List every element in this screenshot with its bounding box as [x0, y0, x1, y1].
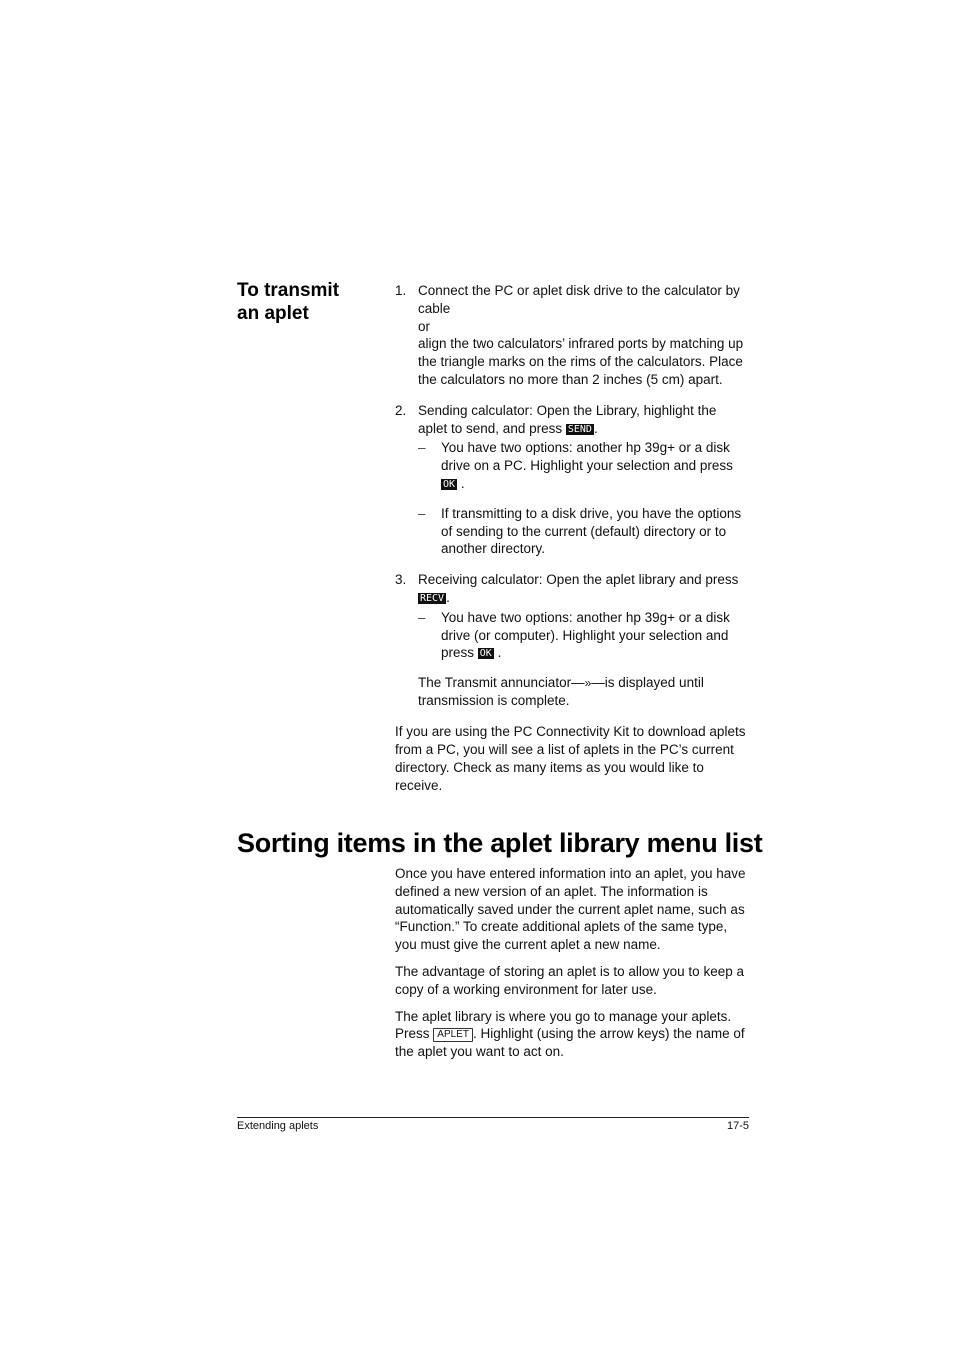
sidebar-heading [237, 279, 377, 325]
step-1 [395, 282, 747, 389]
bullet-text: If transmitting to a disk drive, you have the options of sending to the current (default) directory or to another directory. [441, 505, 742, 557]
ok-softkey-icon: OK [443, 478, 456, 490]
step-text: Receiving calculator: Open the aplet library and press [418, 572, 739, 588]
send-softkey-icon: SEND [567, 423, 592, 435]
bullet-text: You have two options: another hp 39g+ or a disk drive (or computer). Highlight your selection and press [441, 609, 730, 661]
list-item [418, 505, 747, 558]
dash-marker: – [418, 609, 426, 625]
step-2: 2. Sending calculator: Open the Library, highlight the aplet to send, and press SEND . – You have two options: another hp 39g+ or a disk drive on a PC. Highlight your selection and press OK . – If transmitting to a disk drive, you have the options of sending to the current (default) directory or to another directory. [395, 402, 747, 558]
transmit-annunciator-icon: » [584, 675, 592, 690]
recv-softkey-icon: RECV [420, 592, 445, 604]
dash-marker: – [418, 440, 426, 456]
step-text: Sending calculator: Open the Library, highlight the aplet to send, and press [418, 402, 717, 436]
sidebar-heading-line-1: To transmit [237, 280, 340, 301]
step-text: align the two calculators’ infrared ports by matching up the triangle marks on the rims of the calculators. Place the calculators no more than 2 inches (5 cm) apart. [418, 336, 744, 387]
dash-marker: – [418, 505, 426, 521]
ok-softkey-icon: OK [479, 648, 492, 660]
list-item: – You have two options: another hp 39g+ or a disk drive on a PC. Highlight your selection and press OK . [418, 440, 733, 491]
step-3: 3. Receiving calculator: Open the aplet library and press RECV . – You have two options: another hp 39g+ or a disk drive (or computer). Highlight your selection and press OK . The Transmit annunciator—»—is displayed until transmission is complete. [395, 571, 747, 710]
footer-chapter-title: Extending aplets [237, 1120, 319, 1132]
footer-page-number: 17-5 [726, 1120, 749, 1132]
paragraph: The aplet library is where you go to manage your aplets. Press APLET . Highlight (using the arrow keys) the name of the aplet you want to act on. [395, 1008, 745, 1060]
step-number: 2. [395, 402, 407, 418]
step-number: 3. [395, 572, 407, 588]
bullet-text: You have two options: another hp 39g+ or a disk drive on a PC. Highlight your selection and press [441, 440, 733, 474]
pc-connectivity-paragraph: If you are using the PC Connectivity Kit to download aplets from a PC, you will see a list of aplets in the PC’s current directory. Check as many items as you would like to receive. [395, 724, 746, 793]
transmit-note: The Transmit annunciator—»—is displayed until transmission is complete. [418, 675, 704, 709]
step-number: 1. [395, 283, 407, 298]
list-item: – You have two options: another hp 39g+ or a disk drive (or computer). Highlight your selection and press OK . [418, 609, 730, 661]
paragraph: The advantage of storing an aplet is to allow you to keep a copy of a working environment for later use. [395, 963, 744, 997]
section-title: Sorting items in the aplet library menu list [237, 828, 763, 858]
steps-list [395, 282, 747, 710]
sidebar-heading-line-2: an aplet [237, 303, 309, 324]
sorting-section-body [395, 865, 747, 1070]
step-text: Connect the PC or aplet disk drive to the calculator by cable [418, 283, 740, 316]
transmit-steps-section [395, 282, 747, 803]
step-text-or: or [418, 318, 431, 334]
aplet-key-icon: APLET [433, 1028, 473, 1042]
paragraph: Once you have entered information into an aplet, you have defined a new version of an aplet. The information is automatically saved under the current aplet name, such as “Function.” To create additional aplets of the same type, you must give the current aplet a new name. [395, 866, 746, 953]
